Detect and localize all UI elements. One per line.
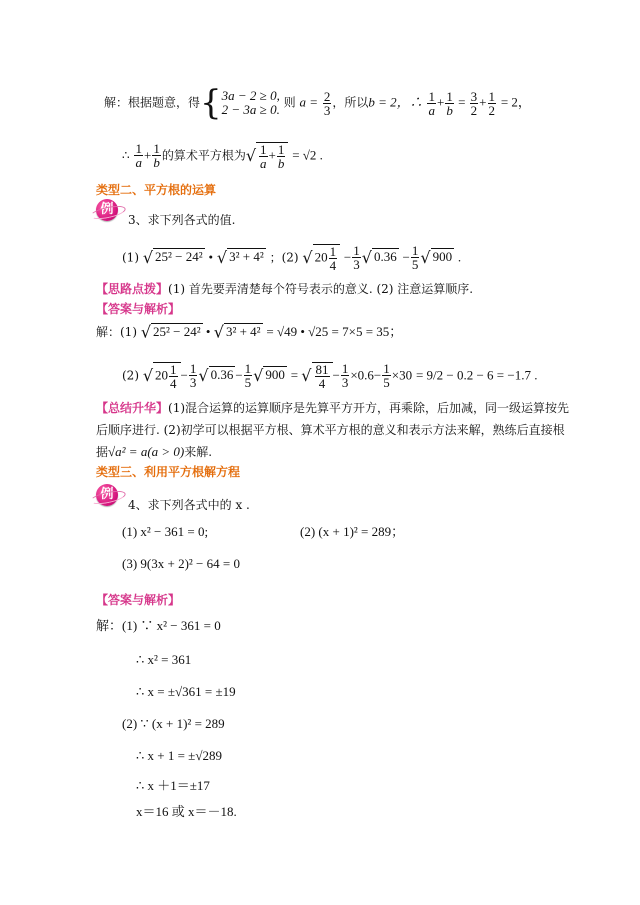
ex4-question: 4、求下列各式中的 x . (128, 498, 250, 512)
summary-tag: 【总结升华】 (96, 401, 169, 415)
ex3-p1-radicand-b: 3² + 4² (229, 249, 264, 265)
b-value: b = 2，∴ (368, 94, 423, 110)
ex3-question: 3、求下列各式的值. (128, 213, 236, 227)
solution1-line: 解：根据题意，得{3a − 2 ≥ 0, 2 − 3a ≥ 0. 则 a = $\frac{2}{3}$ ，所以b = 2，∴ $\frac{1}{a}$ + $\frac{1}{b}$ = $\frac{3}{2}$ + $\frac{1}{2}$ = 2， (104, 83, 531, 123)
summary-text1: (1)混合运算的运算顺序是先算平方开方，再乘除，后加减，同一级运算按先 (168, 401, 570, 415)
summary-line1 (96, 398, 569, 418)
solution1-line2: ∴ $\frac{1}{a}$ + $\frac{1}{b}$ 的算术平方根为√ $\frac{1}{a}$ + $\frac{1}{b}$ = √2 . (122, 141, 323, 171)
sum-result: = 2， (500, 94, 531, 110)
type3-heading: 类型三、利用平方根解方程 (96, 465, 241, 479)
frac-1-over-b-2: $\frac{1}{b}$ (153, 141, 160, 171)
hint-text: (1) 首先要弄清楚每个符号表示的意义. (2) 注意运算顺序. (168, 282, 474, 296)
summary-line3 (96, 442, 212, 462)
ex4-q3: (3) 9(3x + 2)² − 64 = 0 (122, 556, 240, 571)
summary-line2: 后顺序进行. (2)初学可以根据平方根、算术平方根的意义和表示方法来解，熟练后直接根 (96, 423, 565, 437)
ex3-problems: (1) √ 25² − 24² • √ 3² + 4² ；(2) √ 20 $\frac{1}{4}$ − $\frac{1}{3}$ √ 0.36 − $\frac{1}{5}$ √ 900 . (122, 243, 462, 273)
brace-symbol: { (200, 83, 222, 123)
frac-1-over-b: $\frac{1}{b}$ (446, 88, 453, 118)
so-b-label: ，所以 (332, 95, 369, 110)
example-badge-4: 例 (96, 484, 118, 506)
ex3-separator: ；(2) (269, 250, 299, 265)
ex3-sol-line2-tail: = 9/2 − 0.2 − 6 = −1.7 . (415, 367, 538, 383)
ex3-sol-prefix2: (2) (122, 368, 139, 383)
a-value-fraction: $\frac{2}{3}$ (323, 88, 331, 118)
sqrt-text: 的算术平方根为 (161, 148, 246, 163)
ex3-p1-label: (1) (122, 250, 139, 265)
example-badge-3: 例 (96, 199, 118, 221)
then-a-label: 则 (283, 95, 296, 110)
solution1-prefix: 解：根据题意，得 (104, 95, 201, 110)
ex3-solution-line2: (2) √ 20 $\frac{1}{4}$ − $\frac{1}{3}$ √ 0.36 − $\frac{1}{5}$ √ 900 = √ $\frac{81}{4}$ − $\frac{1}{3}$ ×0.6− $\frac{1}{5}$ ×30 = 9/2 − 0.2 − 6 = −1.7 . (122, 361, 538, 391)
type2-heading: 类型二、平方根的运算 (96, 183, 217, 197)
frac-1-over-a: $\frac{1}{a}$ (428, 88, 435, 118)
ex4-q1: (1) x² − 361 = 0; (122, 524, 209, 539)
summary-formula: √a² = a(a > 0) (108, 444, 185, 459)
ex4-sol-step6: ∴ x ＋1＝±17 (136, 778, 210, 793)
frac-1-over-a-2: $\frac{1}{a}$ (135, 141, 142, 171)
ex4-sol-step7: x＝16 或 x＝－18. (136, 804, 237, 819)
condition-2: 2 − 3a ≥ 0. (221, 102, 280, 117)
summary-text3-post: 来解. (184, 445, 213, 459)
ex3-sol-prefix1: 解：(1) (96, 325, 137, 339)
ex4-q2: (2) (x + 1)² = 289； (300, 524, 405, 539)
sqrt-radicand: $\frac{1}{a}$ + $\frac{1}{b}$ (256, 142, 288, 170)
ex4-sol-step3: ∴ x = ±√361 = ±19 (136, 684, 236, 699)
condition-system (222, 89, 280, 117)
ex3-sol-line1-tail: = √49 • √25 = 7×5 = 35； (266, 324, 403, 339)
condition-1: 3a − 2 ≥ 0, (221, 88, 280, 103)
ex3-p2-radicand: 20 $\frac{1}{4}$ (313, 244, 341, 272)
therefore-symbol: ∴ (122, 148, 130, 163)
ex3-solution-line1: 解：(1) √ 25² − 24² • √ 3² + 4² = √49 • √25 = 7×5 = 35； (96, 322, 403, 342)
ex3-p1-radicand-a: 25² − 24² (155, 249, 203, 265)
hint-tag: 【思路点拨】 (96, 282, 169, 296)
ex4-sol-step1: 解：(1) ∵ x² − 361 = 0 (96, 618, 221, 633)
hint-line (96, 279, 473, 299)
sqrt-result: = √2 . (292, 147, 323, 163)
ex4-sol-step5: ∴ x + 1 = ±√289 (136, 748, 222, 763)
ex4-sol-step2: ∴ x² = 361 (136, 652, 192, 667)
answer-tag-1: 【答案与解析】 (96, 302, 181, 316)
ex4-sol-step4: (2) ∵ (x + 1)² = 289 (122, 716, 225, 731)
answer-tag-2: 【答案与解析】 (96, 593, 181, 607)
ex3-p2-end: . (457, 249, 462, 265)
frac-3-over-2: $\frac{3}{2}$ (470, 88, 478, 118)
summary-text3-pre: 据 (96, 445, 109, 459)
a-var: a = (299, 94, 319, 110)
frac-1-over-2: $\frac{1}{2}$ (488, 88, 496, 118)
